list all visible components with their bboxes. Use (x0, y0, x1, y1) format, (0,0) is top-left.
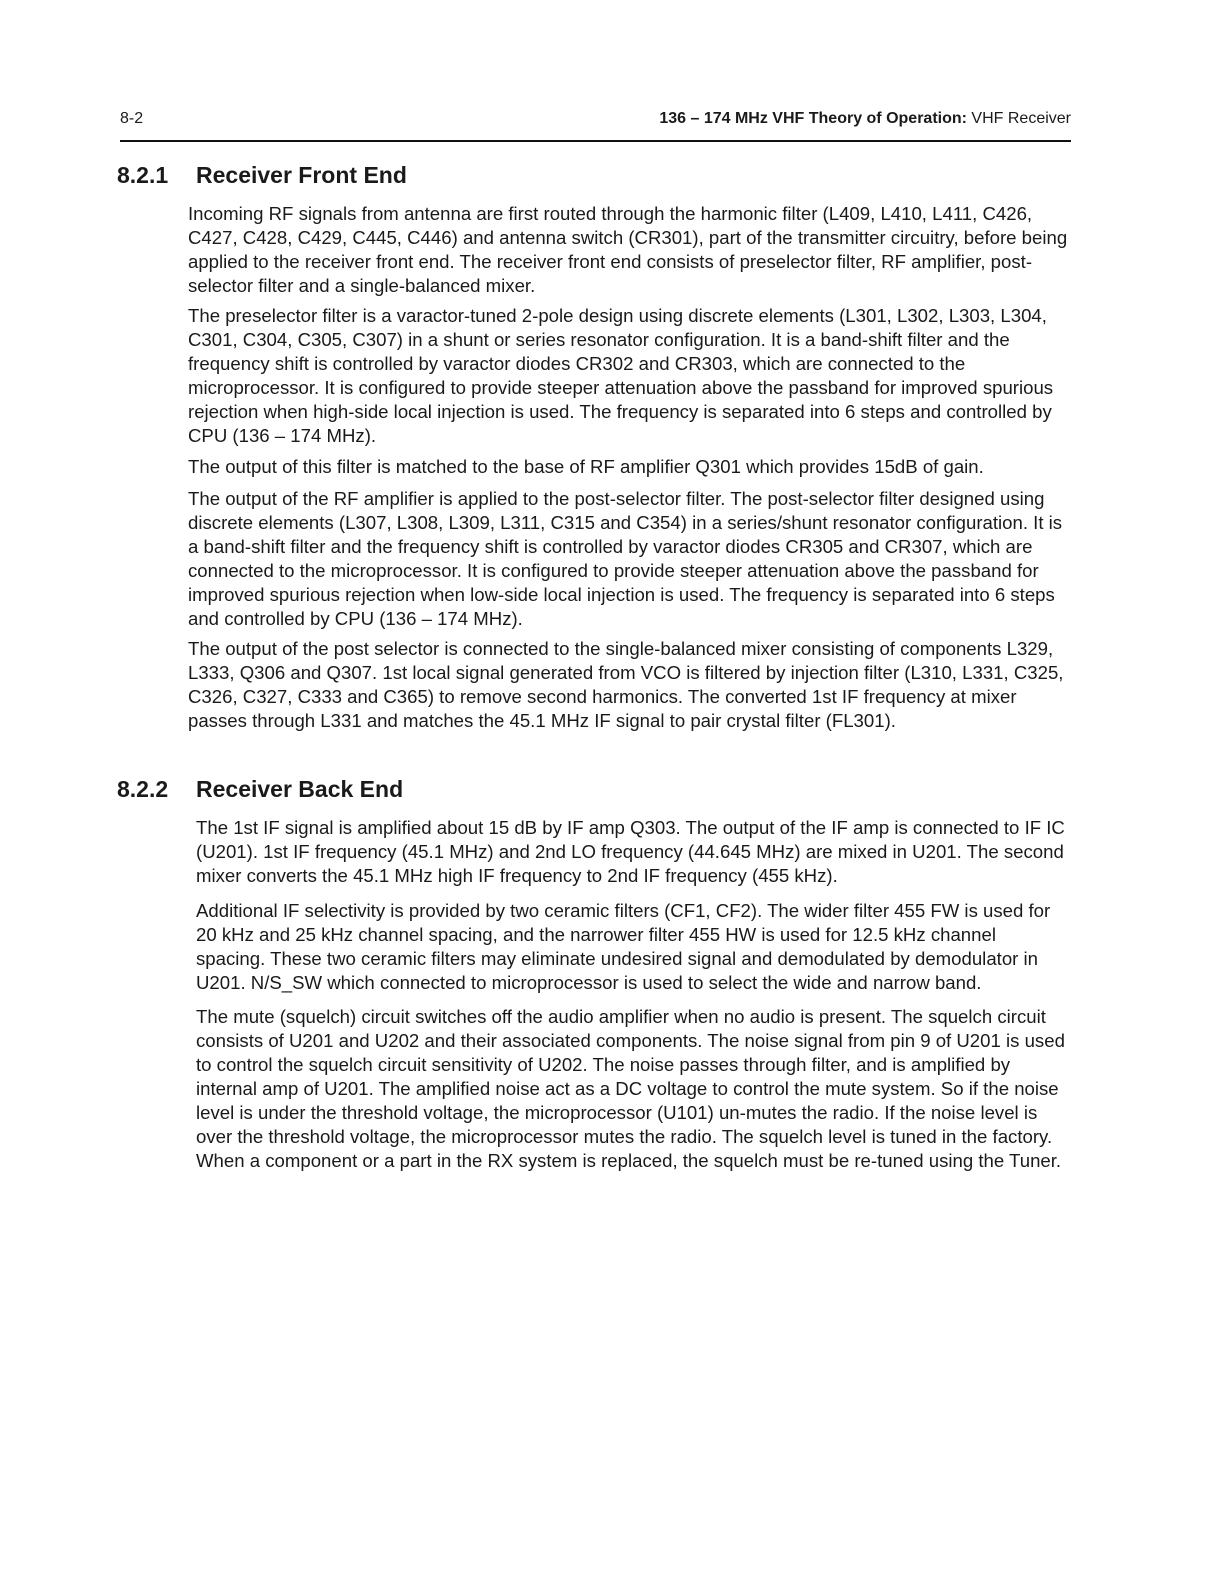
running-title-regular: VHF Receiver (966, 110, 1071, 127)
section-heading-front-end (117, 161, 407, 189)
running-title (659, 108, 1071, 130)
paragraph: The preselector filter is a varactor-tuned 2-pole design using discrete elements (L301, L302, L303, L304, C301, C304, C305, C307) in a shunt or series resonator configuration. It is a band-shift filter and the frequency shift is controlled by varactor diodes CR302 and CR303, which are connected to the microprocessor. It is configured to provide steeper attenuation above the passband for improved spurious rejection when high-side local injection is used. The frequency is separated into 6 steps and controlled by CPU (136 – 174 MHz). (188, 305, 1054, 446)
paragraph: The 1st IF signal is amplified about 15 dB by IF amp Q303. The output of the IF amp is connected to IF IC (U201). 1st IF frequency (45.1 MHz) and 2nd LO frequency (44.645 MHz) are mixed in U201. The second mixer converts the 45.1 MHz high IF frequency to 2nd IF frequency (455 kHz). (196, 817, 1065, 886)
page-number: 8-2 (120, 110, 144, 127)
paragraph: The output of the post selector is connected to the single-balanced mixer consisting of components L329, L333, Q306 and Q307. 1st local signal generated from VCO is filtered by injection filter (L310, L331, C325, C326, C327, C333 and C365) to remove second harmonics. The converted 1st IF frequency at mixer passes through L331 and matches the 45.1 MHz IF signal to pair crystal filter (FL301). (188, 638, 1064, 731)
section-number: 8.2.2 (117, 776, 169, 802)
paragraph: The mute (squelch) circuit switches off the audio amplifier when no audio is present. The squelch circuit consists of U201 and U202 and their associated components. The noise signal from pin 9 of U201 is used to control the squelch circuit sensitivity of U202. The noise passes through filter, and is amplified by internal amp of U201. The amplified noise act as a DC voltage to control the mute system. So if the noise level is under the threshold voltage, the microprocessor (U101) un-mutes the radio. If the noise level is over the threshold voltage, the microprocessor mutes the radio. The squelch level is tuned in the factory. When a component or a part in the RX system is replaced, the squelch must be re-tuned using the Tuner. (196, 1006, 1065, 1171)
paragraph: The output of the RF amplifier is applied to the post-selector filter. The post-selector filter designed using discrete elements (L307, L308, L309, L311, C315 and C354) in a series/shunt resonator configuration. It is a band-shift filter and the frequency shift is controlled by varactor diodes CR305 and CR307, which are connected to the microprocessor. It is configured to provide steeper attenuation above the passband for improved spurious rejection when low-side local injection is used. The frequency is separated into 6 steps and controlled by CPU (136 – 174 MHz). (188, 488, 1063, 629)
section-title: Receiver Front End (196, 162, 407, 188)
section-number: 8.2.1 (117, 162, 169, 188)
paragraph: Incoming RF signals from antenna are first routed through the harmonic filter (L409, L410, L411, C426, C427, C428, C429, C445, C446) and antenna switch (CR301), part of the transmitter circuitry, before being applied to the receiver front end. The receiver front end consists of preselector filter, RF amplifier, post-selector filter and a single-balanced mixer. (188, 203, 1068, 296)
section-title: Receiver Back End (196, 776, 404, 802)
paragraph: The output of this filter is matched to the base of RF amplifier Q301 which provides 15dB of gain. (188, 456, 984, 477)
section-heading-back-end (117, 775, 403, 803)
paragraph: Additional IF selectivity is provided by two ceramic filters (CF1, CF2). The wider filter 455 FW is used for 20 kHz and 25 kHz channel spacing, and the narrower filter 455 HW is used for 12.5 kHz channel spacing. These two ceramic filters may eliminate undesired signal and demodulated by demodulator in U201. N/S_SW which connected to microprocessor is used to select the wide and narrow band. (196, 900, 1051, 993)
header-rule (120, 140, 1071, 142)
running-title-bold: 136 – 174 MHz VHF Theory of Operation: (659, 110, 967, 127)
page-header (120, 108, 1071, 130)
